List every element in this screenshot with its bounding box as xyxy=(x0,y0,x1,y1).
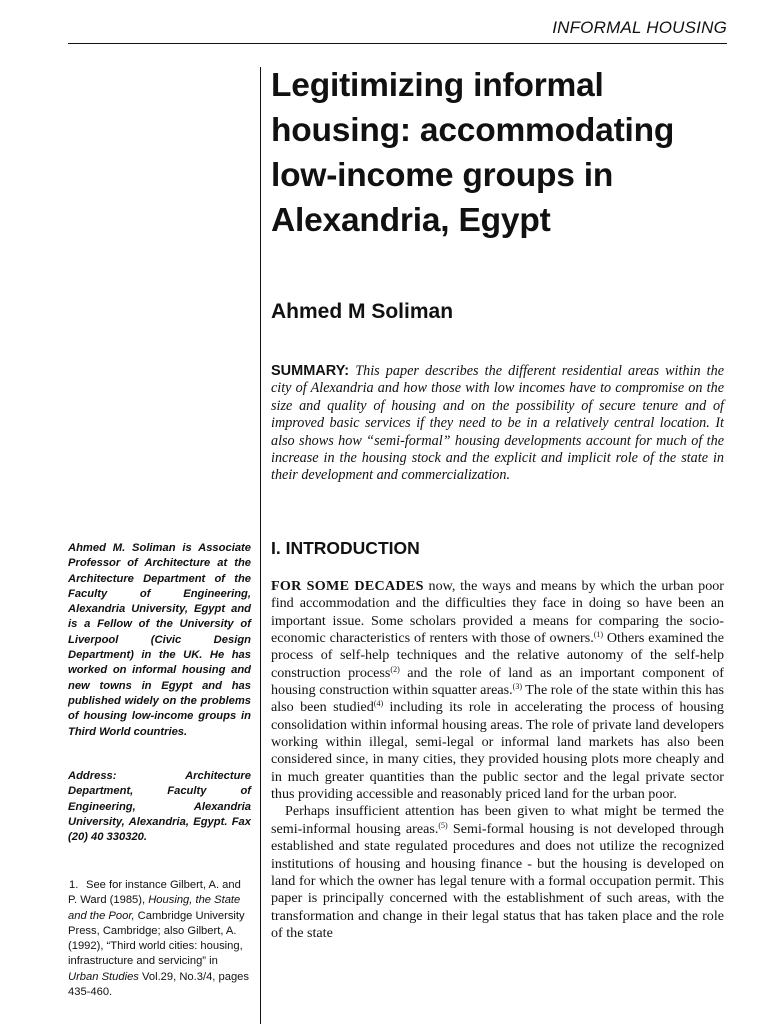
footnote-ref[interactable]: (5) xyxy=(438,820,448,830)
summary xyxy=(271,363,724,485)
section-heading: I. INTRODUCTION xyxy=(271,538,420,558)
footnote-ref[interactable]: (3) xyxy=(512,682,522,692)
author-bio: Ahmed M. Soliman is Associate Professor of Architecture at the Architecture Department of the Faculty of Engineering, Alexandria University, Egypt and is a Fellow of the University of Liverpool (Civic Design Department) in the UK. He has worked on informal housing and new towns in Egypt and has published widely on the problems of housing low-income groups in Third World countries. xyxy=(68,542,251,738)
article-author: Ahmed M Soliman xyxy=(271,300,454,323)
footnote-ref[interactable]: (2) xyxy=(390,664,400,674)
author-address: Address: Architecture Department, Faculty of Engineering, Alexandria University, Alexandria, Egypt. Fax (20) 40 330320. xyxy=(68,770,251,844)
paragraph-text: including its role in accelerating the process of housing consolidation within informal housing areas. The role of private land developers working within illegal, semi-legal or informal land markets has also been considered since, in many cities, they provided housing plots more cheaply and in much greater quantities than the public sector and the legal private sector thus providing accessible and reasonably priced land for the urban poor. xyxy=(271,699,724,803)
footnote-number: 1. xyxy=(69,879,79,891)
summary-text: This paper describes the different residential areas within the city of Alexandria and how those with low incomes have to compromise on the size and quality of housing and on the possibility of secure tenure and of improved basic services if they need to be in a relatively central location. It also shows how “semi-formal” housing developments account for much of the increase in the housing stock and the explicit and implicit role of the state in their development and commercialization. xyxy=(271,363,725,484)
body-paragraph xyxy=(271,803,724,942)
footnote-ref[interactable]: (1) xyxy=(593,630,604,640)
column-divider xyxy=(260,67,261,1024)
lead-in: FOR SOME DECADES xyxy=(271,578,424,594)
summary-label: SUMMARY: xyxy=(271,363,350,379)
paragraph-text: The role of the state within this has also been studied xyxy=(271,682,724,716)
footnote-book-title: Housing, the State and the Poor, xyxy=(68,894,241,922)
paragraph-text: Semi-formal housing is not developed through established and state regulated procedures and does not utilize the recognized institutions of housing and housing finance - but the housing is developed on land for which the owner has legal tenure with a formal occupation permit. This paper is principally concerned with the establishment of such areas, with the transformation and change in their legal status that has taken place and the role of the state xyxy=(271,820,724,941)
paragraph-text: Perhaps insufficient attention has been given to what might be termed the semi-informal housing areas. xyxy=(271,803,724,837)
footnote-text: Vol.29, No.3/4, pages 435-460. xyxy=(68,970,249,999)
article-title: Legitimizing informal housing: accommodating low-income groups in Alexandria, Egypt xyxy=(271,67,675,239)
paragraph-text: now, the ways and means by which the urban poor find accommodation and the difficulties they face in doing so have been an important issue. Some scholars provided a means for comparing the socio-economic characteristics of renters with those of owners. xyxy=(271,578,724,647)
footnote-text: See for instance Gilbert, A. and P. Ward (1985), xyxy=(68,879,241,907)
footnote-text: Cambridge University Press, Cambridge; also Gilbert, A. (1992), “Third world cities: housing, infrastructure and servicing” in xyxy=(68,909,245,968)
running-head: INFORMAL HOUSING xyxy=(552,18,727,37)
footnote-ref[interactable]: (4) xyxy=(373,699,384,709)
footnote-journal-title: Urban Studies xyxy=(68,970,139,983)
paragraph-text: and the role of land as an important component of housing construction within squatter areas. xyxy=(271,664,724,699)
paragraph-text: Others examined the process of self-help techniques and the relative autonomy of the self-help construction process xyxy=(271,630,724,681)
body-paragraph xyxy=(271,578,724,803)
footnote xyxy=(68,878,251,1000)
section-body xyxy=(271,578,724,942)
header-rule xyxy=(68,43,727,44)
